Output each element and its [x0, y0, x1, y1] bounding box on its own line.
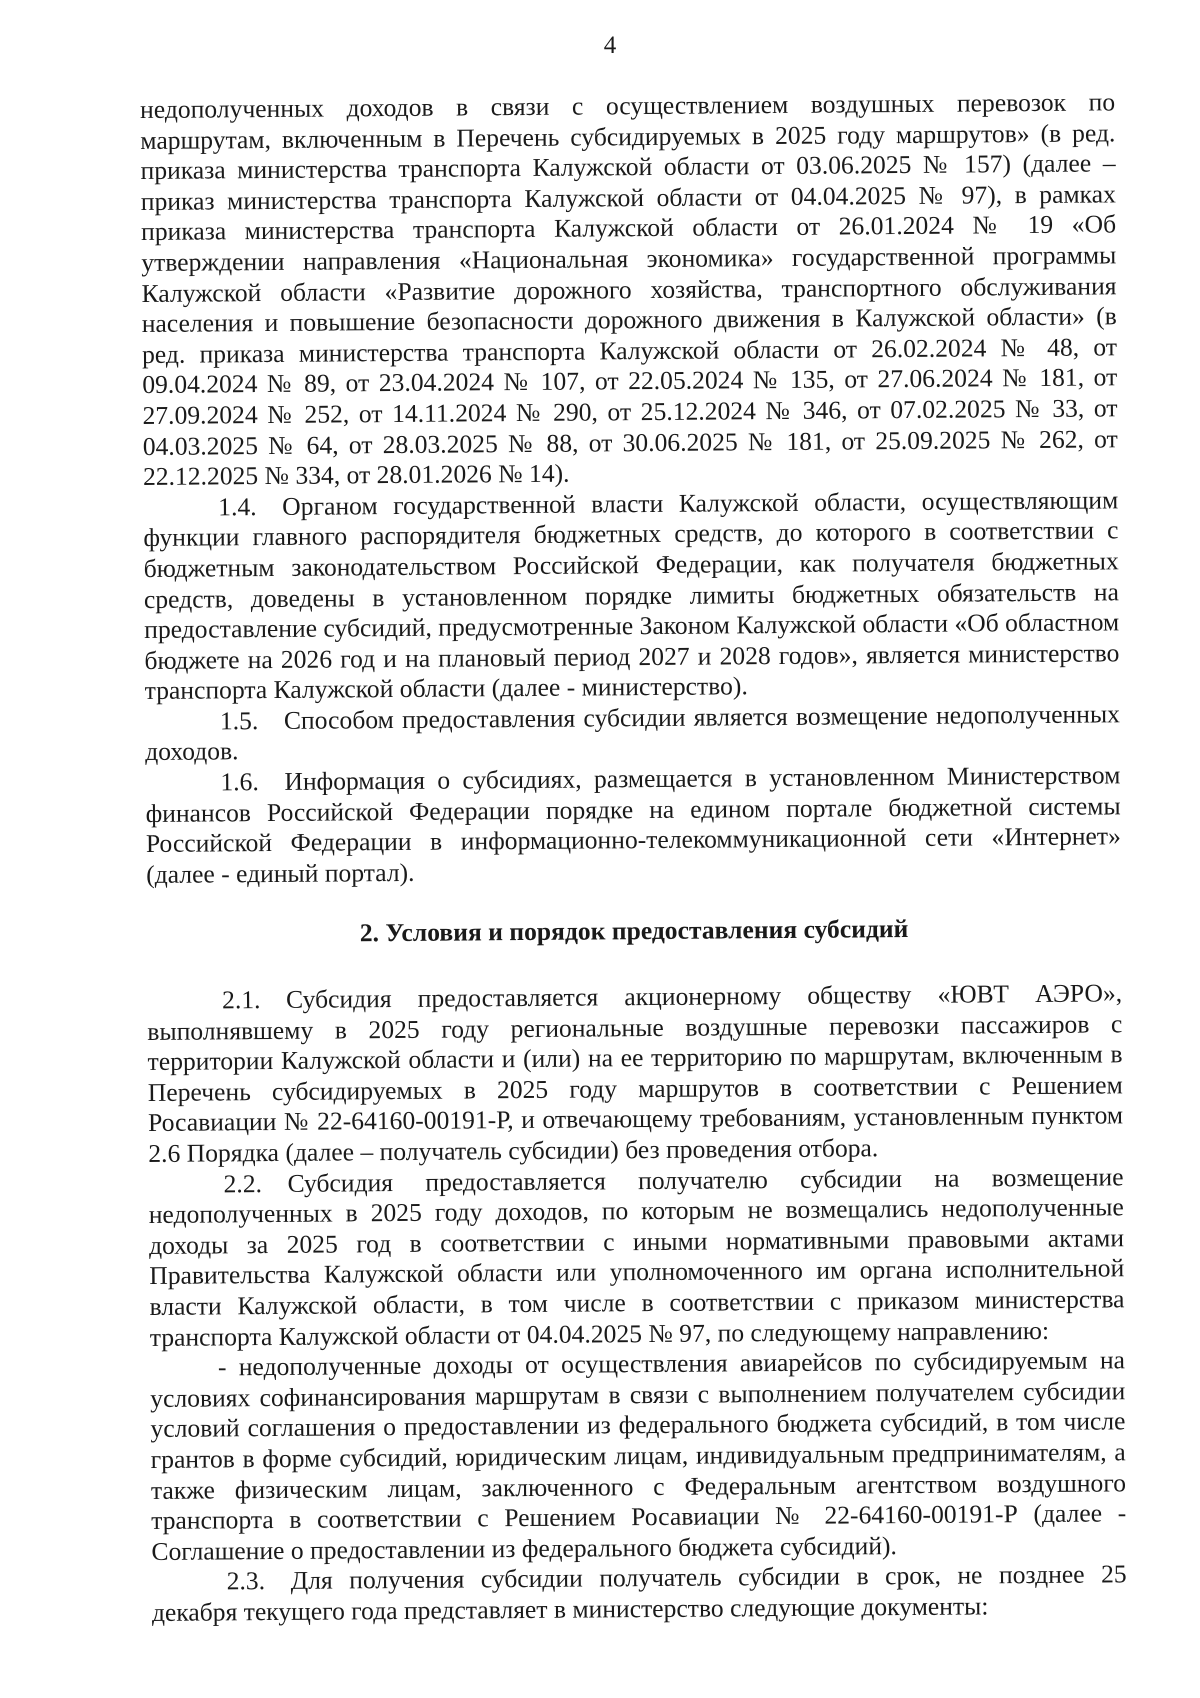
clause-number: 2.3. [226, 1566, 266, 1596]
clause-text: Способом предоставления субсидии является возмещение недополученных доходов. [145, 699, 1121, 767]
clause-text: Для получения субсидии получатель субсидии в срок, не позднее 25 декабря текущего года представляет в министерство следующие документы: [151, 1559, 1127, 1627]
page-number: 4 [603, 32, 617, 59]
clause-2-1 [147, 978, 1123, 1169]
paragraph-continued: недополученных доходов в связи с осуществлением воздушных перевозок по маршрутам, включенным в Перечень субсидируемых в 2025 году маршрутов» (в ред. приказа министерства транспорта Калужской области от 03.06.2025 № 157) (далее – приказ министерства транспорта Калужской области от 04.04.2025 № 97), в рамках приказа министерства транспорта Калужской области от 26.01.2024 № 19 «Об утверждении направления «Национальная экономика» государственной программы Калужской области «Развитие дорожного хозяйства, транспортного обслуживания населения и повышение безопасности дорожного движения в Калужской области» (в ред. приказа министерства транспорта Калужской области от 26.02.2024 № 48, от 09.04.2024 № 89, от 23.04.2024 № 107, от 22.05.2024 № 135, от 27.06.2024 № 181, от 27.09.2024 № 252, от 14.11.2024 № 290, от 25.12.2024 № 346, от 07.02.2025 № 33, от 04.03.2025 № 64, от 28.03.2025 № 88, от 30.06.2025 № 181, от 25.09.2025 № 262, от 22.12.2025 № 334, от 28.01.2026 № 14). [140, 87, 1118, 492]
section-heading: 2. Условия и порядок предоставления субсидий [359, 914, 909, 948]
clause-text: Органом государственной власти Калужской области, осуществляющим функции главного распорядителя бюджетных средств, до которого в соответствии с бюджетным законодательством Российской Федерации, как получателя бюджетных средств, доведены в установленном порядке лимиты бюджетных обязательств на предоставление субсидий, предусмотренные Законом Калужской области «Об областном бюджете на 2026 год и на плановый период 2027 и 2028 годов», является министерство транспорта Калужской области (далее - министерство). [143, 485, 1120, 706]
clause-1-6 [145, 760, 1121, 890]
clause-text: Субсидия предоставляется акционерному обществу «ЮВТ АЭРО», выполнявшему в 2025 году региональные воздушные перевозки пассажиров с территории Калужской области и (или) на ее территорию по маршрутам, включенным в Перечень субсидируемых в 2025 году маршрутов в соответствии с Решением Росавиации № 22-64160-00191-Р, и отвечающему требованиям, установленным пунктом 2.6 Порядка (далее – получатель субсидии) без проведения отбора. [147, 978, 1124, 1168]
clause-2-3 [152, 1560, 1127, 1629]
clause-1-5 [145, 699, 1120, 768]
document-body [140, 87, 1127, 1628]
clause-2-2 [148, 1162, 1124, 1353]
clause-text: Информация о субсидиях, размещается в установленном Министерством финансов Российской Федерации порядке на едином портале бюджетной системы Российской Федерации в информационно-телекоммуникационной сети «Интернет» (далее - единый портал). [145, 760, 1121, 889]
clause-number: 1.4. [218, 491, 257, 522]
clause-number: 2.2. [223, 1168, 263, 1198]
clause-text: Субсидия предоставляется получателю субсидии на возмещение недополученных в 2025 году доходов, по которым не возмещались недополученные доходы за 2025 год в соответствии с иными нормативными правовыми актами Правительства Калужской области или уполномоченного им органа исполнительной власти Калужской области, в том числе в соответствии с приказом министерства транспорта Калужской области от 04.04.2025 № 97, по следующему направлению: [148, 1161, 1125, 1352]
clause-number: 1.6. [220, 767, 259, 797]
clause-number: 1.5. [219, 705, 259, 736]
dash-list-item: - недополученные доходы от осуществления авиарейсов по субсидируемым на условиях софинансирования маршрутам в связи с выполнением получателем субсидии условий соглашения о предоставлении из федерального бюджета субсидий, в том числе грантов в форме субсидий, юридическим лицам, индивидуальным предпринимателям, а также физическим лицам, заключенного с Федеральным агентством воздушного транспорта в соответствии с Решением Росавиации № 22-64160-00191-Р (далее - Соглашение о предоставлении из федерального бюджета субсидий). [150, 1345, 1127, 1566]
clause-number: 2.1. [221, 985, 261, 1015]
clause-1-4 [143, 485, 1120, 707]
